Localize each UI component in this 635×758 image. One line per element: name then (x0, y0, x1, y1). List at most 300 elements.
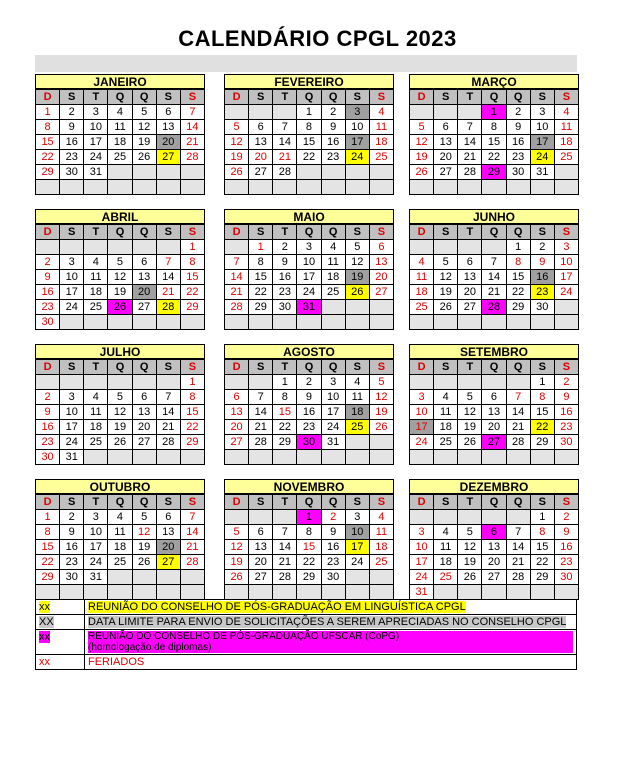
day-cell: 22 (482, 150, 506, 165)
day-cell: 8 (297, 120, 321, 135)
empty-day-cell (180, 180, 204, 195)
empty-day-cell (554, 300, 578, 315)
empty-day-cell (108, 165, 132, 180)
day-cell: 28 (458, 165, 482, 180)
day-cell: 18 (410, 285, 434, 300)
weekday-label: Q (132, 360, 156, 375)
empty-day-cell (345, 300, 369, 315)
day-cell: 11 (434, 540, 458, 555)
day-cell: 25 (345, 420, 369, 435)
day-cell: 15 (273, 405, 297, 420)
month-title: NOVEMBRO (224, 479, 394, 494)
weekday-header-row (410, 225, 579, 240)
empty-day-cell (434, 180, 458, 195)
empty-day-cell (36, 180, 60, 195)
day-cell: 6 (482, 390, 506, 405)
day-cell: 10 (554, 255, 578, 270)
day-cell: 5 (225, 525, 249, 540)
empty-day-cell (249, 510, 273, 525)
day-cell: 16 (60, 135, 84, 150)
empty-day-cell (482, 450, 506, 465)
day-cell: 21 (506, 555, 530, 570)
day-cell: 5 (434, 255, 458, 270)
day-cell: 17 (410, 555, 434, 570)
empty-day-cell (273, 510, 297, 525)
week-row (225, 105, 394, 120)
empty-day-cell (84, 240, 108, 255)
day-cell: 5 (458, 390, 482, 405)
empty-day-cell (156, 570, 180, 585)
day-cell: 24 (345, 150, 369, 165)
day-cell: 15 (297, 135, 321, 150)
empty-day-cell (369, 450, 393, 465)
empty-day-cell (60, 375, 84, 390)
week-row (225, 555, 394, 570)
day-cell: 19 (434, 285, 458, 300)
empty-day-cell (249, 450, 273, 465)
week-row (36, 555, 205, 570)
day-cell: 18 (554, 135, 578, 150)
weekday-label: S (369, 90, 393, 105)
day-cell: 21 (273, 555, 297, 570)
day-cell: 16 (530, 270, 554, 285)
day-cell: 30 (273, 300, 297, 315)
empty-day-cell (132, 585, 156, 600)
day-cell: 25 (84, 300, 108, 315)
month-julho (35, 344, 205, 465)
day-cell: 28 (156, 435, 180, 450)
day-cell: 28 (273, 165, 297, 180)
day-cell: 10 (321, 390, 345, 405)
empty-day-cell (156, 450, 180, 465)
day-cell: 10 (84, 120, 108, 135)
day-cell: 31 (410, 585, 434, 600)
month-janeiro (35, 74, 205, 195)
day-cell: 15 (249, 270, 273, 285)
week-row (36, 540, 205, 555)
week-row (410, 285, 579, 300)
day-cell: 27 (156, 555, 180, 570)
week-row (225, 390, 394, 405)
day-cell: 23 (554, 420, 578, 435)
day-cell: 29 (530, 435, 554, 450)
week-row (225, 120, 394, 135)
day-cell: 24 (410, 435, 434, 450)
day-cell: 8 (249, 255, 273, 270)
day-cell: 23 (36, 435, 60, 450)
empty-day-cell (156, 585, 180, 600)
day-cell: 19 (132, 135, 156, 150)
weekday-header-row (225, 90, 394, 105)
day-cell: 11 (108, 525, 132, 540)
day-cell: 3 (554, 240, 578, 255)
day-cell: 4 (434, 390, 458, 405)
empty-day-cell (554, 180, 578, 195)
day-cell: 3 (410, 390, 434, 405)
day-cell: 2 (554, 510, 578, 525)
day-cell: 19 (108, 420, 132, 435)
day-cell: 18 (345, 405, 369, 420)
month-outubro (35, 479, 205, 600)
empty-day-cell (410, 450, 434, 465)
day-cell: 30 (554, 435, 578, 450)
week-row (36, 510, 205, 525)
empty-day-cell (482, 375, 506, 390)
day-cell: 20 (225, 420, 249, 435)
day-cell: 11 (321, 255, 345, 270)
empty-day-cell (225, 315, 249, 330)
day-cell: 23 (506, 150, 530, 165)
day-cell: 28 (506, 570, 530, 585)
empty-day-cell (345, 585, 369, 600)
week-row (410, 510, 579, 525)
week-row (225, 540, 394, 555)
day-cell: 13 (369, 255, 393, 270)
empty-day-cell (434, 375, 458, 390)
day-cell: 30 (36, 315, 60, 330)
week-row (225, 180, 394, 195)
week-row (410, 570, 579, 585)
weekday-label: Q (321, 360, 345, 375)
empty-day-cell (249, 315, 273, 330)
empty-day-cell (458, 585, 482, 600)
week-row (36, 525, 205, 540)
day-cell: 3 (410, 525, 434, 540)
empty-day-cell (554, 585, 578, 600)
day-cell: 24 (60, 300, 84, 315)
week-row (225, 285, 394, 300)
empty-day-cell (434, 510, 458, 525)
legend-row (36, 630, 577, 655)
day-cell: 4 (321, 240, 345, 255)
weekday-label: Q (297, 225, 321, 240)
weekday-label: T (458, 90, 482, 105)
empty-day-cell (345, 180, 369, 195)
empty-day-cell (554, 165, 578, 180)
day-cell: 25 (410, 300, 434, 315)
day-cell: 1 (180, 240, 204, 255)
day-cell: 21 (156, 420, 180, 435)
empty-day-cell (36, 585, 60, 600)
day-cell: 23 (60, 150, 84, 165)
month-table (409, 359, 579, 465)
day-cell: 6 (482, 525, 506, 540)
day-cell: 29 (36, 570, 60, 585)
day-cell: 9 (554, 390, 578, 405)
weekday-label: D (36, 360, 60, 375)
empty-day-cell (273, 180, 297, 195)
weekday-label: Q (108, 225, 132, 240)
month-novembro (224, 479, 394, 600)
legend-swatch: xx (36, 630, 85, 655)
empty-day-cell (36, 375, 60, 390)
day-cell: 1 (297, 510, 321, 525)
day-cell: 23 (273, 285, 297, 300)
empty-day-cell (530, 315, 554, 330)
day-cell: 25 (84, 435, 108, 450)
empty-day-cell (108, 240, 132, 255)
weekday-label: Q (482, 495, 506, 510)
week-row (410, 375, 579, 390)
day-cell: 13 (482, 540, 506, 555)
day-cell: 14 (156, 270, 180, 285)
week-row (410, 120, 579, 135)
day-cell: 6 (249, 120, 273, 135)
month-table (224, 494, 394, 600)
weekday-label: D (410, 225, 434, 240)
day-cell: 2 (321, 510, 345, 525)
weekday-header-row (36, 360, 205, 375)
day-cell: 7 (156, 390, 180, 405)
empty-day-cell (458, 375, 482, 390)
month-table (224, 359, 394, 465)
day-cell: 22 (180, 420, 204, 435)
day-cell: 31 (60, 450, 84, 465)
day-cell: 10 (345, 120, 369, 135)
weekday-label: Q (132, 90, 156, 105)
day-cell: 1 (273, 375, 297, 390)
day-cell: 19 (225, 555, 249, 570)
day-cell: 8 (36, 525, 60, 540)
weekday-label: D (36, 495, 60, 510)
empty-day-cell (321, 585, 345, 600)
day-cell: 1 (297, 105, 321, 120)
day-cell: 26 (132, 555, 156, 570)
day-cell: 26 (458, 570, 482, 585)
day-cell: 11 (434, 405, 458, 420)
day-cell: 9 (60, 120, 84, 135)
week-row (225, 255, 394, 270)
empty-day-cell (132, 315, 156, 330)
empty-day-cell (410, 375, 434, 390)
weekday-label: S (156, 225, 180, 240)
week-row (225, 525, 394, 540)
day-cell: 4 (369, 105, 393, 120)
week-row (410, 390, 579, 405)
day-cell: 18 (369, 135, 393, 150)
day-cell: 18 (369, 540, 393, 555)
day-cell: 15 (36, 135, 60, 150)
day-cell: 13 (225, 405, 249, 420)
day-cell: 3 (321, 375, 345, 390)
day-cell: 18 (321, 270, 345, 285)
week-row (36, 450, 205, 465)
day-cell: 14 (180, 525, 204, 540)
month-table (35, 89, 205, 195)
day-cell: 13 (434, 135, 458, 150)
day-cell: 9 (297, 390, 321, 405)
day-cell: 24 (321, 420, 345, 435)
day-cell: 7 (156, 255, 180, 270)
weekday-label: Q (506, 360, 530, 375)
day-cell: 17 (60, 285, 84, 300)
day-cell: 2 (36, 390, 60, 405)
empty-day-cell (410, 180, 434, 195)
day-cell: 14 (249, 405, 273, 420)
empty-day-cell (249, 105, 273, 120)
weekday-header-row (36, 495, 205, 510)
empty-day-cell (132, 570, 156, 585)
week-row (410, 255, 579, 270)
weekday-header-row (225, 495, 394, 510)
day-cell: 1 (530, 510, 554, 525)
week-row (225, 135, 394, 150)
empty-day-cell (273, 450, 297, 465)
day-cell: 20 (369, 270, 393, 285)
day-cell: 9 (530, 255, 554, 270)
week-row (225, 375, 394, 390)
day-cell: 4 (410, 255, 434, 270)
day-cell: 3 (84, 105, 108, 120)
day-cell: 5 (132, 105, 156, 120)
day-cell: 15 (180, 405, 204, 420)
empty-day-cell (225, 450, 249, 465)
day-cell: 30 (36, 450, 60, 465)
day-cell: 26 (225, 570, 249, 585)
weekday-label: Q (321, 225, 345, 240)
legend-row (36, 600, 577, 615)
empty-day-cell (273, 105, 297, 120)
empty-day-cell (225, 585, 249, 600)
day-cell: 9 (273, 255, 297, 270)
weekday-header-row (36, 225, 205, 240)
empty-day-cell (554, 450, 578, 465)
empty-day-cell (225, 180, 249, 195)
day-cell: 16 (321, 135, 345, 150)
empty-day-cell (297, 585, 321, 600)
day-cell: 9 (554, 525, 578, 540)
day-cell: 3 (530, 105, 554, 120)
day-cell: 7 (225, 255, 249, 270)
weekday-label: S (60, 225, 84, 240)
empty-day-cell (108, 585, 132, 600)
title-band (35, 55, 577, 72)
day-cell: 9 (321, 120, 345, 135)
empty-day-cell (506, 585, 530, 600)
empty-day-cell (434, 315, 458, 330)
day-cell: 28 (482, 300, 506, 315)
week-row (225, 405, 394, 420)
day-cell: 11 (369, 525, 393, 540)
weekday-label: Q (482, 225, 506, 240)
day-cell: 17 (321, 405, 345, 420)
month-title: SETEMBRO (409, 344, 579, 359)
day-cell: 12 (132, 525, 156, 540)
day-cell: 28 (225, 300, 249, 315)
week-row (225, 510, 394, 525)
empty-day-cell (180, 315, 204, 330)
day-cell: 18 (108, 135, 132, 150)
weekday-label: T (84, 90, 108, 105)
day-cell: 5 (458, 525, 482, 540)
empty-day-cell (554, 315, 578, 330)
empty-day-cell (225, 375, 249, 390)
week-row (225, 570, 394, 585)
weekday-label: S (530, 90, 554, 105)
day-cell: 14 (273, 135, 297, 150)
weekday-label: D (225, 225, 249, 240)
day-cell: 3 (60, 255, 84, 270)
weekday-label: S (60, 90, 84, 105)
day-cell: 27 (482, 570, 506, 585)
week-row (36, 585, 205, 600)
day-cell: 15 (530, 405, 554, 420)
legend-swatch: XX (36, 615, 85, 630)
weekday-label: S (530, 225, 554, 240)
month-title: JANEIRO (35, 74, 205, 89)
weekday-label: S (180, 90, 204, 105)
day-cell: 7 (180, 510, 204, 525)
week-row (410, 240, 579, 255)
day-cell: 10 (345, 525, 369, 540)
day-cell: 26 (345, 285, 369, 300)
day-cell: 28 (273, 570, 297, 585)
day-cell: 27 (482, 435, 506, 450)
day-cell: 24 (530, 150, 554, 165)
week-row (36, 120, 205, 135)
day-cell: 4 (369, 510, 393, 525)
month-table (224, 89, 394, 195)
weekday-label: T (84, 225, 108, 240)
day-cell: 16 (554, 540, 578, 555)
month-title: OUTUBRO (35, 479, 205, 494)
week-row (410, 555, 579, 570)
month-title: ABRIL (35, 209, 205, 224)
empty-day-cell (156, 375, 180, 390)
day-cell: 5 (225, 120, 249, 135)
day-cell: 15 (297, 540, 321, 555)
empty-day-cell (345, 450, 369, 465)
weekday-label: Q (321, 90, 345, 105)
empty-day-cell (530, 585, 554, 600)
day-cell: 3 (60, 390, 84, 405)
day-cell: 23 (60, 555, 84, 570)
weekday-header-row (225, 360, 394, 375)
weekday-label: D (225, 495, 249, 510)
empty-day-cell (108, 315, 132, 330)
day-cell: 6 (369, 240, 393, 255)
day-cell: 16 (36, 420, 60, 435)
empty-day-cell (410, 315, 434, 330)
day-cell: 10 (84, 525, 108, 540)
day-cell: 9 (321, 525, 345, 540)
day-cell: 26 (410, 165, 434, 180)
weekday-label: S (345, 495, 369, 510)
week-row (410, 300, 579, 315)
empty-day-cell (84, 375, 108, 390)
empty-day-cell (369, 585, 393, 600)
day-cell: 21 (458, 150, 482, 165)
month-title: AGOSTO (224, 344, 394, 359)
day-cell: 22 (180, 285, 204, 300)
day-cell: 22 (36, 555, 60, 570)
day-cell: 8 (506, 255, 530, 270)
empty-day-cell (506, 315, 530, 330)
week-row (36, 240, 205, 255)
empty-day-cell (410, 510, 434, 525)
week-row (410, 540, 579, 555)
day-cell: 9 (506, 120, 530, 135)
day-cell: 16 (36, 285, 60, 300)
empty-day-cell (297, 450, 321, 465)
weekday-label: S (530, 495, 554, 510)
day-cell: 17 (345, 135, 369, 150)
week-row (410, 525, 579, 540)
week-row (36, 105, 205, 120)
weekday-label: Q (108, 90, 132, 105)
day-cell: 17 (410, 420, 434, 435)
month-table (224, 224, 394, 330)
